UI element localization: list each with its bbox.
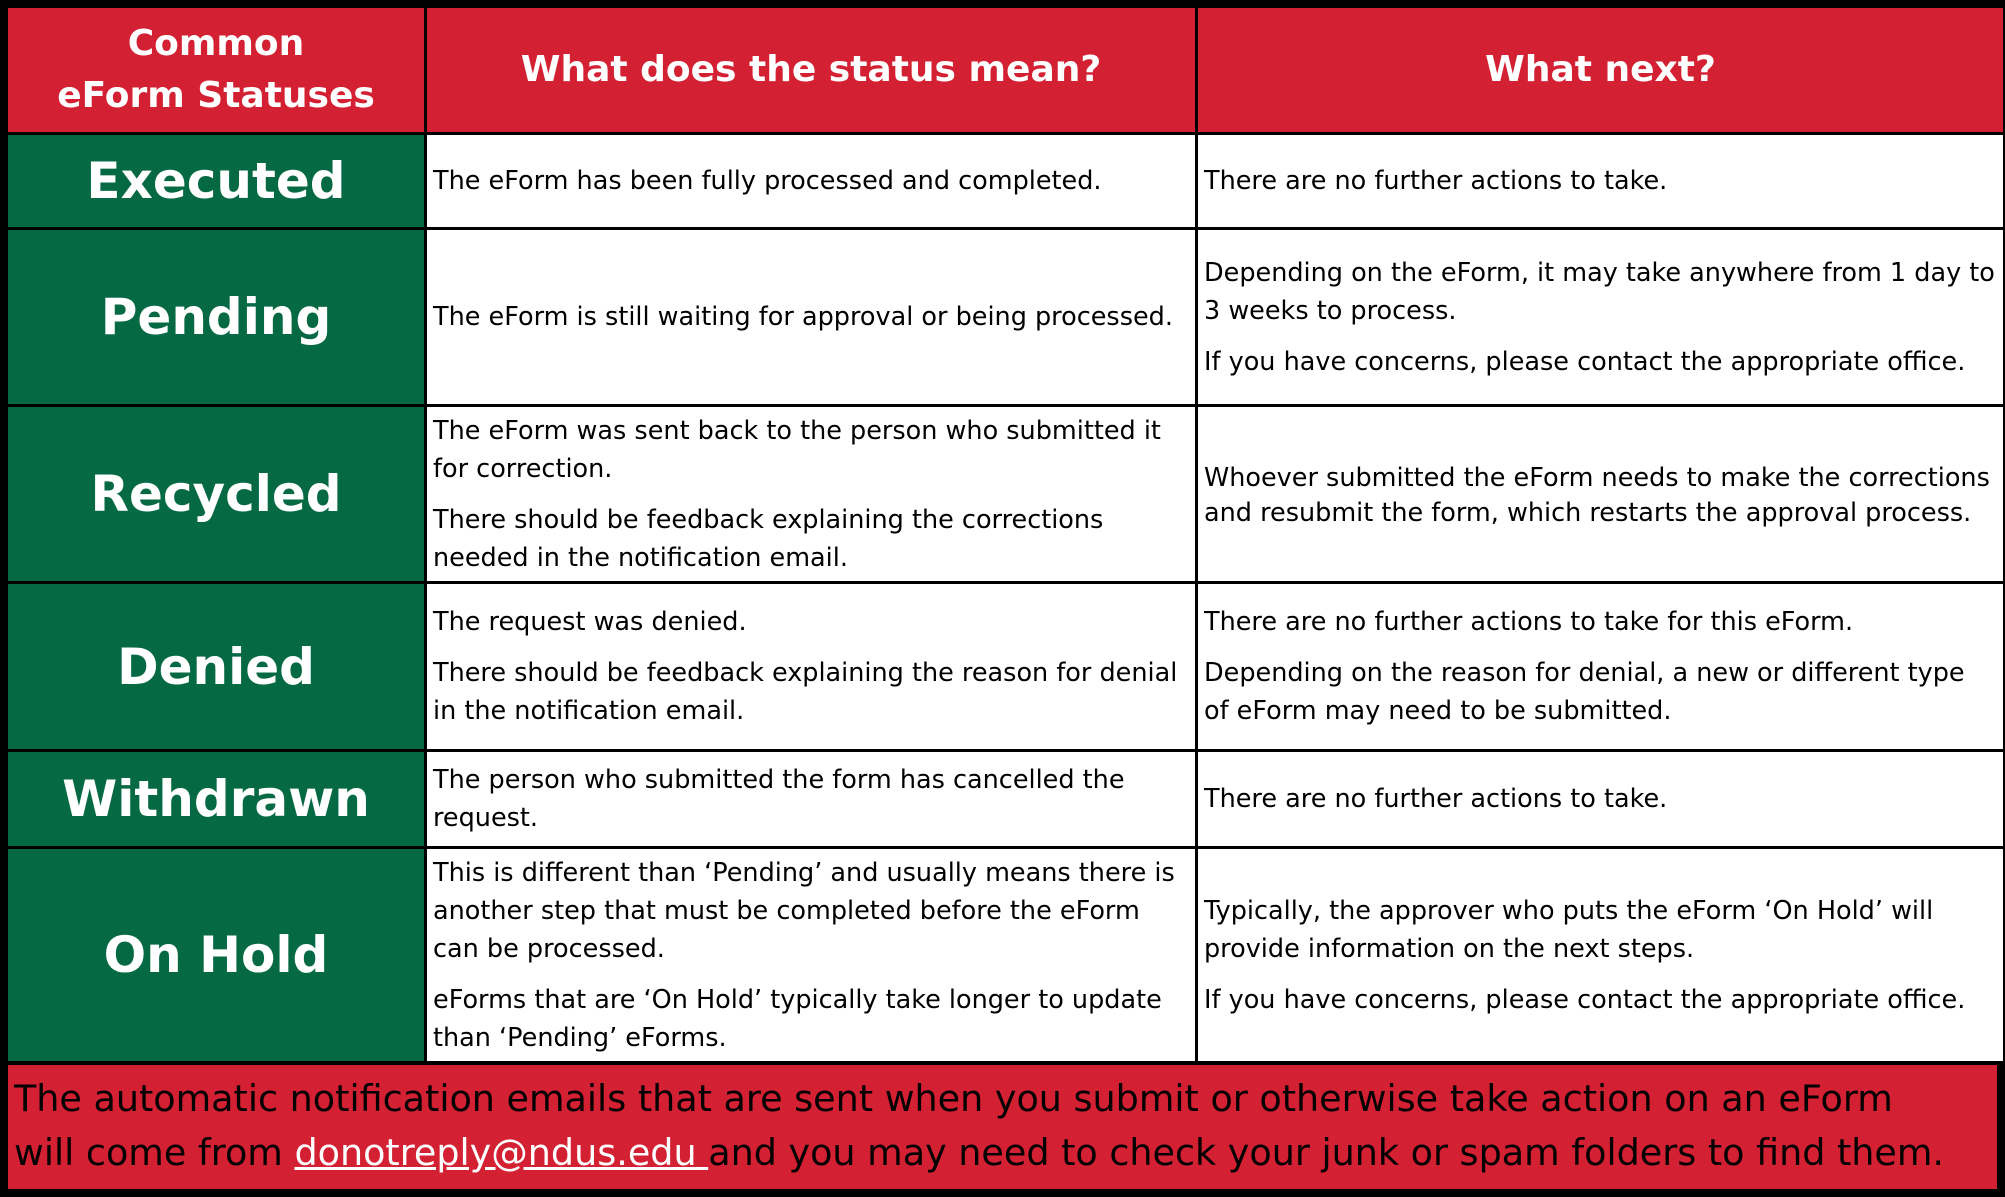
meaning-text: There should be feedback explaining the reason for denial in the notification email. bbox=[433, 658, 1178, 726]
table-row-recycled bbox=[8, 407, 2003, 581]
footer-text-after: and you may need to check your junk or spam folders to find them. bbox=[708, 1131, 1945, 1174]
footer-text-before: will come from bbox=[14, 1131, 295, 1174]
meaning-text: This is different than ‘Pending’ and usually means there is another step that must be completed before the eForm can be processed. bbox=[433, 857, 1175, 964]
meaning-text: The request was denied. bbox=[433, 607, 747, 637]
header-row bbox=[8, 8, 2003, 132]
status-label-on-hold: On Hold bbox=[8, 849, 424, 1061]
next-text: Depending on the reason for denial, a new or different type of eForm may need to be submitted. bbox=[1204, 658, 1965, 726]
next-cell-denied bbox=[1198, 584, 2003, 749]
next-text: There are no further actions to take for this eForm. bbox=[1204, 607, 1854, 637]
header-status-line1: Common bbox=[127, 22, 305, 64]
table-row-denied bbox=[8, 584, 2003, 749]
next-cell-pending bbox=[1198, 230, 2003, 404]
meaning-text: The person who submitted the form has cancelled the request. bbox=[433, 765, 1125, 833]
meaning-text: The eForm was sent back to the person who submitted it for correction. bbox=[433, 415, 1161, 484]
table-row-pending bbox=[8, 230, 2003, 404]
next-text: If you have concerns, please contact the appropriate office. bbox=[1204, 346, 1966, 377]
meaning-cell-on-hold bbox=[427, 849, 1195, 1061]
footer-line-2 bbox=[14, 1126, 1991, 1180]
status-label-denied: Denied bbox=[8, 584, 424, 749]
header-meaning-column: What does the status mean? bbox=[427, 8, 1195, 132]
status-label-executed: Executed bbox=[8, 135, 424, 227]
meaning-cell-denied bbox=[427, 584, 1195, 749]
meaning-text: The eForm has been fully processed and completed. bbox=[433, 166, 1102, 196]
status-label-recycled: Recycled bbox=[8, 407, 424, 581]
table-row-executed bbox=[8, 135, 2003, 227]
footer-line-1: The automatic notification emails that are sent when you submit or otherwise take action on an eForm bbox=[14, 1077, 1893, 1120]
next-text: There are no further actions to take. bbox=[1204, 166, 1668, 196]
next-text: Depending on the eForm, it may take anywhere from 1 day to 3 weeks to process. bbox=[1204, 257, 1995, 326]
next-text: If you have concerns, please contact the appropriate office. bbox=[1204, 984, 1966, 1015]
meaning-text: The eForm is still waiting for approval or being processed. bbox=[433, 302, 1173, 332]
meaning-cell-withdrawn bbox=[427, 752, 1195, 846]
next-text: Whoever submitted the eForm needs to make the corrections bbox=[1204, 463, 1990, 493]
next-text: and resubmit the form, which restarts the approval process. bbox=[1204, 498, 1972, 528]
status-label-pending: Pending bbox=[8, 230, 424, 404]
meaning-cell-pending bbox=[427, 230, 1195, 404]
table-row-on-hold bbox=[8, 849, 2003, 1061]
table-row-withdrawn bbox=[8, 752, 2003, 846]
next-cell-executed bbox=[1198, 135, 2003, 227]
next-text: There are no further actions to take. bbox=[1204, 784, 1668, 814]
eform-status-table bbox=[5, 5, 2005, 1064]
header-status-line2: eForm Statuses bbox=[57, 75, 375, 116]
meaning-cell-recycled bbox=[427, 407, 1195, 581]
meaning-text: eForms that are ‘On Hold’ typically take longer to update than ‘Pending’ eForms. bbox=[433, 984, 1162, 1053]
header-status-column bbox=[8, 8, 424, 132]
notification-email-footer bbox=[8, 1065, 1997, 1189]
eform-status-frame bbox=[5, 5, 2000, 1192]
status-label-withdrawn: Withdrawn bbox=[8, 752, 424, 846]
next-cell-recycled bbox=[1198, 407, 2003, 581]
next-text: Typically, the approver who puts the eForm ‘On Hold’ will provide information on the next steps. bbox=[1204, 895, 1934, 964]
donotreply-email-link[interactable]: donotreply@ndus.edu bbox=[294, 1131, 709, 1174]
header-next-column: What next? bbox=[1198, 8, 2003, 132]
next-cell-withdrawn bbox=[1198, 752, 2003, 846]
next-cell-on-hold bbox=[1198, 849, 2003, 1061]
meaning-cell-executed bbox=[427, 135, 1195, 227]
meaning-text: There should be feedback explaining the corrections needed in the notification email. bbox=[433, 504, 1104, 573]
